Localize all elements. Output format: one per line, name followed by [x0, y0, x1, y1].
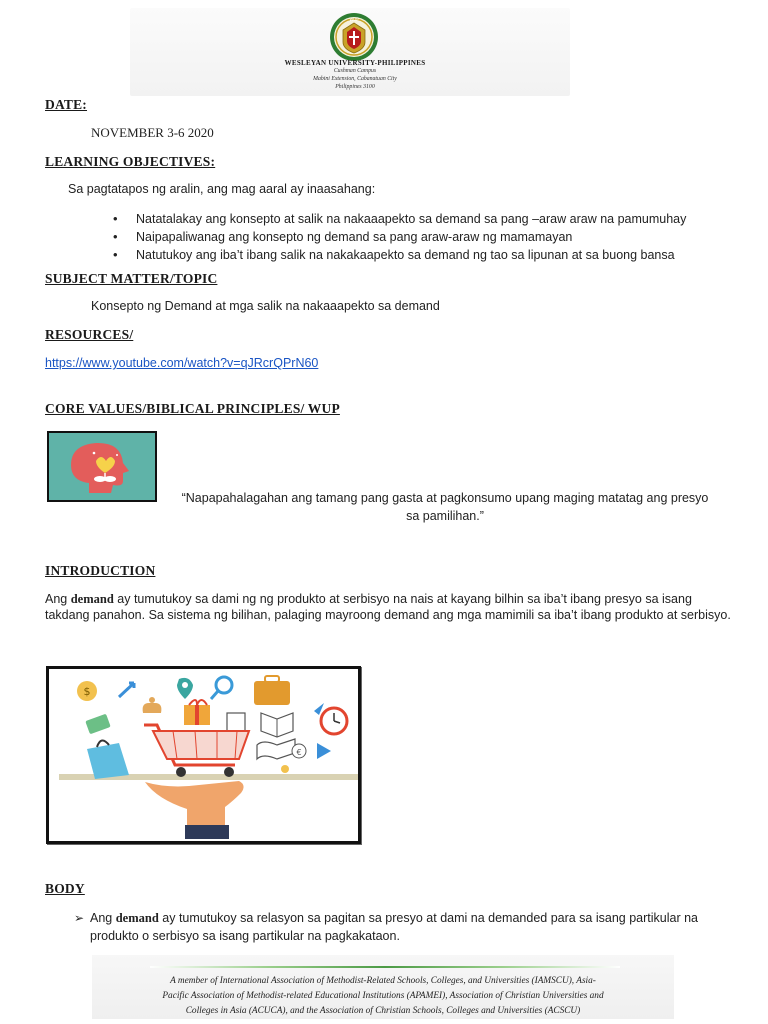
core-values-heading: CORE VALUES/BIBLICAL PRINCIPLES/ WUP	[45, 401, 340, 416]
intro-rest: ay tumutukoy sa dami ng ng produkto at serbisyo na nais at kayang bilhin sa iba’t ibang presyo sa isang takdang panahon. Sa sistema ng bilihan, palaging mayroong demand ang mga mamimili sa iba’t ibang produkto at serbisyo.	[45, 592, 731, 622]
objective-item: • Natutukoy ang iba’t ibang salik na nakakaapekto sa demand ng tao sa lipunan at sa buong bansa	[113, 246, 686, 264]
introduction-paragraph	[45, 591, 735, 623]
address-line-3: Philippines 3100	[335, 84, 375, 90]
intro-lead: Ang	[45, 592, 71, 606]
address-line-1: Cushman Campus	[333, 68, 377, 74]
seal-lettering: WUP	[349, 17, 359, 22]
mind-heart-illustration	[47, 431, 157, 502]
intro-term: demand	[70, 592, 114, 606]
university-seal-icon	[329, 12, 379, 62]
objective-item: • Natatalakay ang konsepto at salik na nakaaapekto sa demand sa pang –araw araw na pamumuhay	[113, 210, 686, 228]
arrow-bullet-icon: ➢	[74, 911, 85, 925]
resources-heading: RESOURCES/	[45, 327, 134, 342]
shopping-illustration	[46, 666, 361, 844]
objectives-intro: Sa pagtatapos ng aralin, ang mag aaral ay inaasahang:	[68, 182, 376, 196]
body-heading: BODY	[45, 881, 85, 896]
quote-line-2: sa pamilihan.”	[406, 509, 484, 523]
body-rest: ay tumutukoy sa relasyon sa pagitan sa presyo at dami na demanded para sa isang partikular na produkto o serbisyo sa isang partikular na pagkakataon.	[90, 911, 698, 943]
subject-text: Konsepto ng Demand at mga salik na nakaaapekto sa demand	[91, 299, 440, 313]
body-lead: Ang	[90, 911, 116, 925]
footer-line-2: Pacific Association of Methodist-related Educational Institutions (APAMEI), Association of Christian Universities and	[162, 991, 604, 1001]
address-line-2: Mabini Extension, Cabanatuan City	[313, 76, 397, 82]
svg-text:€: €	[296, 748, 302, 757]
footer-line-1: A member of International Association of Methodist-Related Schools, Colleges, and Universities (IAMSCU), Asia-	[170, 976, 596, 986]
objectives-list	[113, 210, 686, 264]
head-heart-icon	[49, 433, 155, 500]
subject-heading: SUBJECT MATTER/TOPIC	[45, 271, 218, 286]
shopping-cart-icon	[49, 669, 358, 841]
objectives-heading: LEARNING OBJECTIVES:	[45, 154, 216, 169]
date-value: NOVEMBER 3-6 2020	[91, 125, 214, 140]
footer-affiliations	[118, 974, 648, 1019]
svg-text:$: $	[83, 685, 91, 698]
footer-divider	[150, 966, 620, 968]
body-definition	[74, 909, 714, 945]
quote-line-1: “Napapahalagahan ang tamang pang gasta at pagkonsumo upang maging matatag ang presyo	[181, 491, 709, 505]
introduction-heading: INTRODUCTION	[45, 563, 156, 578]
core-value-quote	[160, 489, 730, 525]
body-term: demand	[115, 911, 159, 925]
resource-link[interactable]: https://www.youtube.com/watch?v=qJRcrQPrN60	[45, 356, 319, 370]
university-name: WESLEYAN UNIVERSITY-PHILIPPINES	[284, 59, 426, 67]
date-heading: DATE:	[45, 97, 88, 112]
footer-line-3: Colleges in Asia (ACUCA), and the Association of Christian Schools, Colleges and Universities (ACSCU)	[185, 1006, 581, 1016]
objective-item: • Naipapaliwanag ang konsepto ng demand sa pang araw-araw ng mamamayan	[113, 228, 686, 246]
